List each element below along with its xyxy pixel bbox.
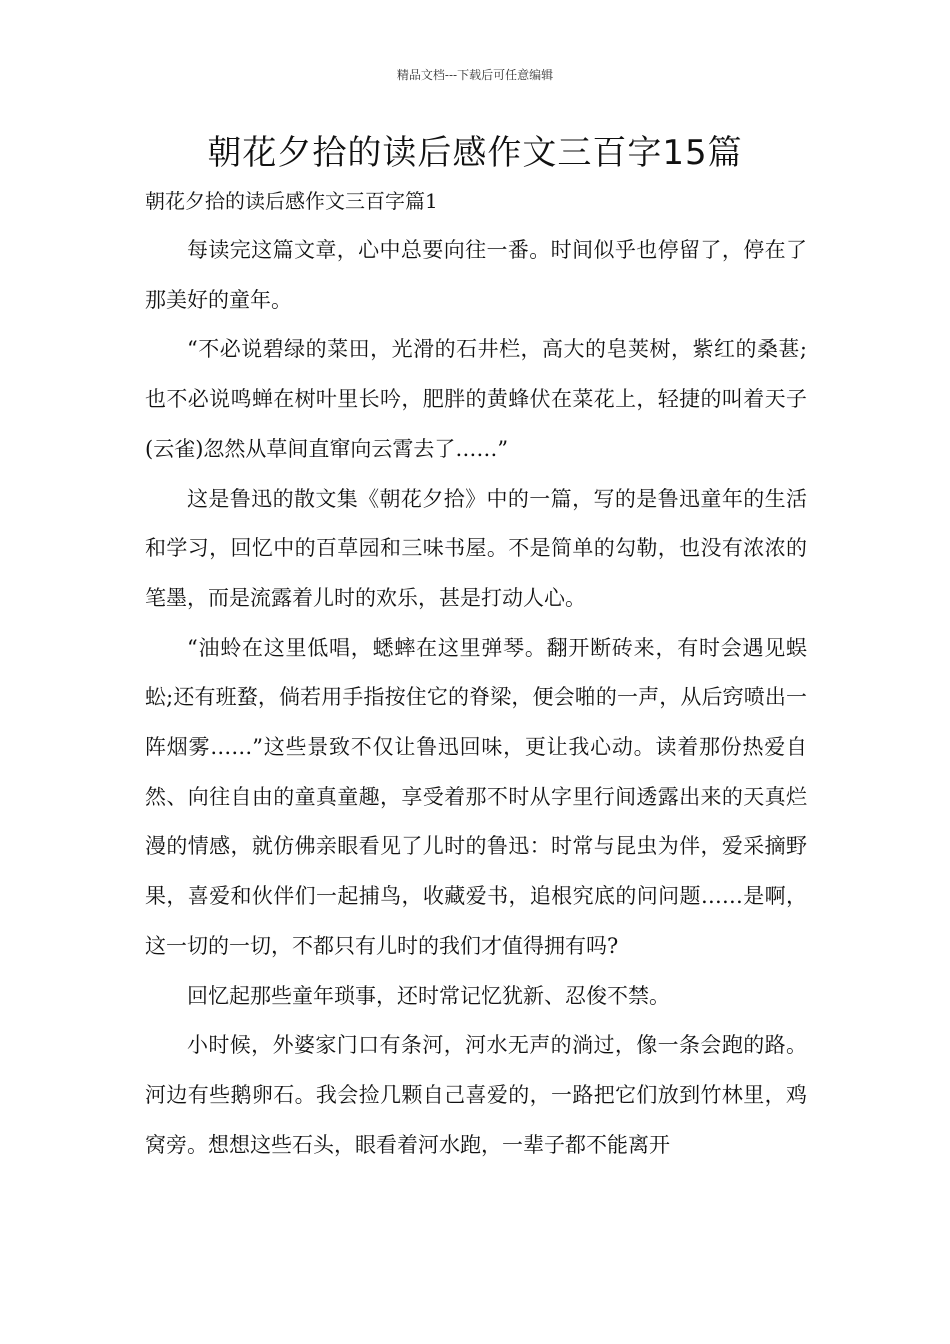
document-body — [145, 226, 807, 1170]
paragraph-5: 回忆起那些童年琐事，还时常记忆犹新、忍俊不禁。 — [187, 983, 670, 1008]
paragraph-4: “油蛉在这里低唱，蟋蟀在这里弹琴。翻开断砖来，有时会遇见蜈蚣;还有班蝥，倘若用手指按住它的脊梁，便会啪的一声，从后窍喷出一阵烟雾……”这些景致不仅让鲁迅回味，更让我心动。读着那份热爱自然、向往自由的童真童趣，享受着那不时从字里行间透露出来的天真烂漫的情感，就仿佛亲眼看见了儿时的鲁迅：时常与昆虫为伴，爱采摘野果，喜爱和伙伴们一起捕鸟，收藏爱书，追根究底的问问题……是啊，这一切的一切，不都只有儿时的我们才值得拥有吗? — [145, 635, 807, 958]
paragraph-1: 每读完这篇文章，心中总要向往一番。时间似乎也停留了，停在了那美好的童年。 — [145, 238, 807, 312]
header-note: 精品文档---下载后可任意编辑 — [396, 68, 554, 82]
paragraph-2: “不必说碧绿的菜田，光滑的石井栏，高大的皂荚树，紫红的桑葚;也不必说鸣蝉在树叶里长吟，肥胖的黄蜂伏在菜花上，轻捷的叫着天子(云雀)忽然从草间直窜向云霄去了……” — [145, 337, 807, 461]
document-title: 朝花夕拾的读后感作文三百字15篇 — [207, 133, 743, 173]
section-heading: 朝花夕拾的读后感作文三百字篇1 — [145, 189, 438, 213]
paragraph-3: 这是鲁迅的散文集《朝花夕拾》中的一篇，写的是鲁迅童年的生活和学习，回忆中的百草园和三味书屋。不是简单的勾勒，也没有浓浓的笔墨，而是流露着儿时的欢乐，甚是打动人心。 — [145, 486, 807, 610]
paragraph-6: 小时候，外婆家门口有条河，河水无声的淌过，像一条会跑的路。河边有些鹅卵石。我会捡几颗自己喜爱的，一路把它们放到竹林里，鸡窝旁。想想这些石头，眼看着河水跑，一辈子都不能离开 — [145, 1033, 807, 1157]
